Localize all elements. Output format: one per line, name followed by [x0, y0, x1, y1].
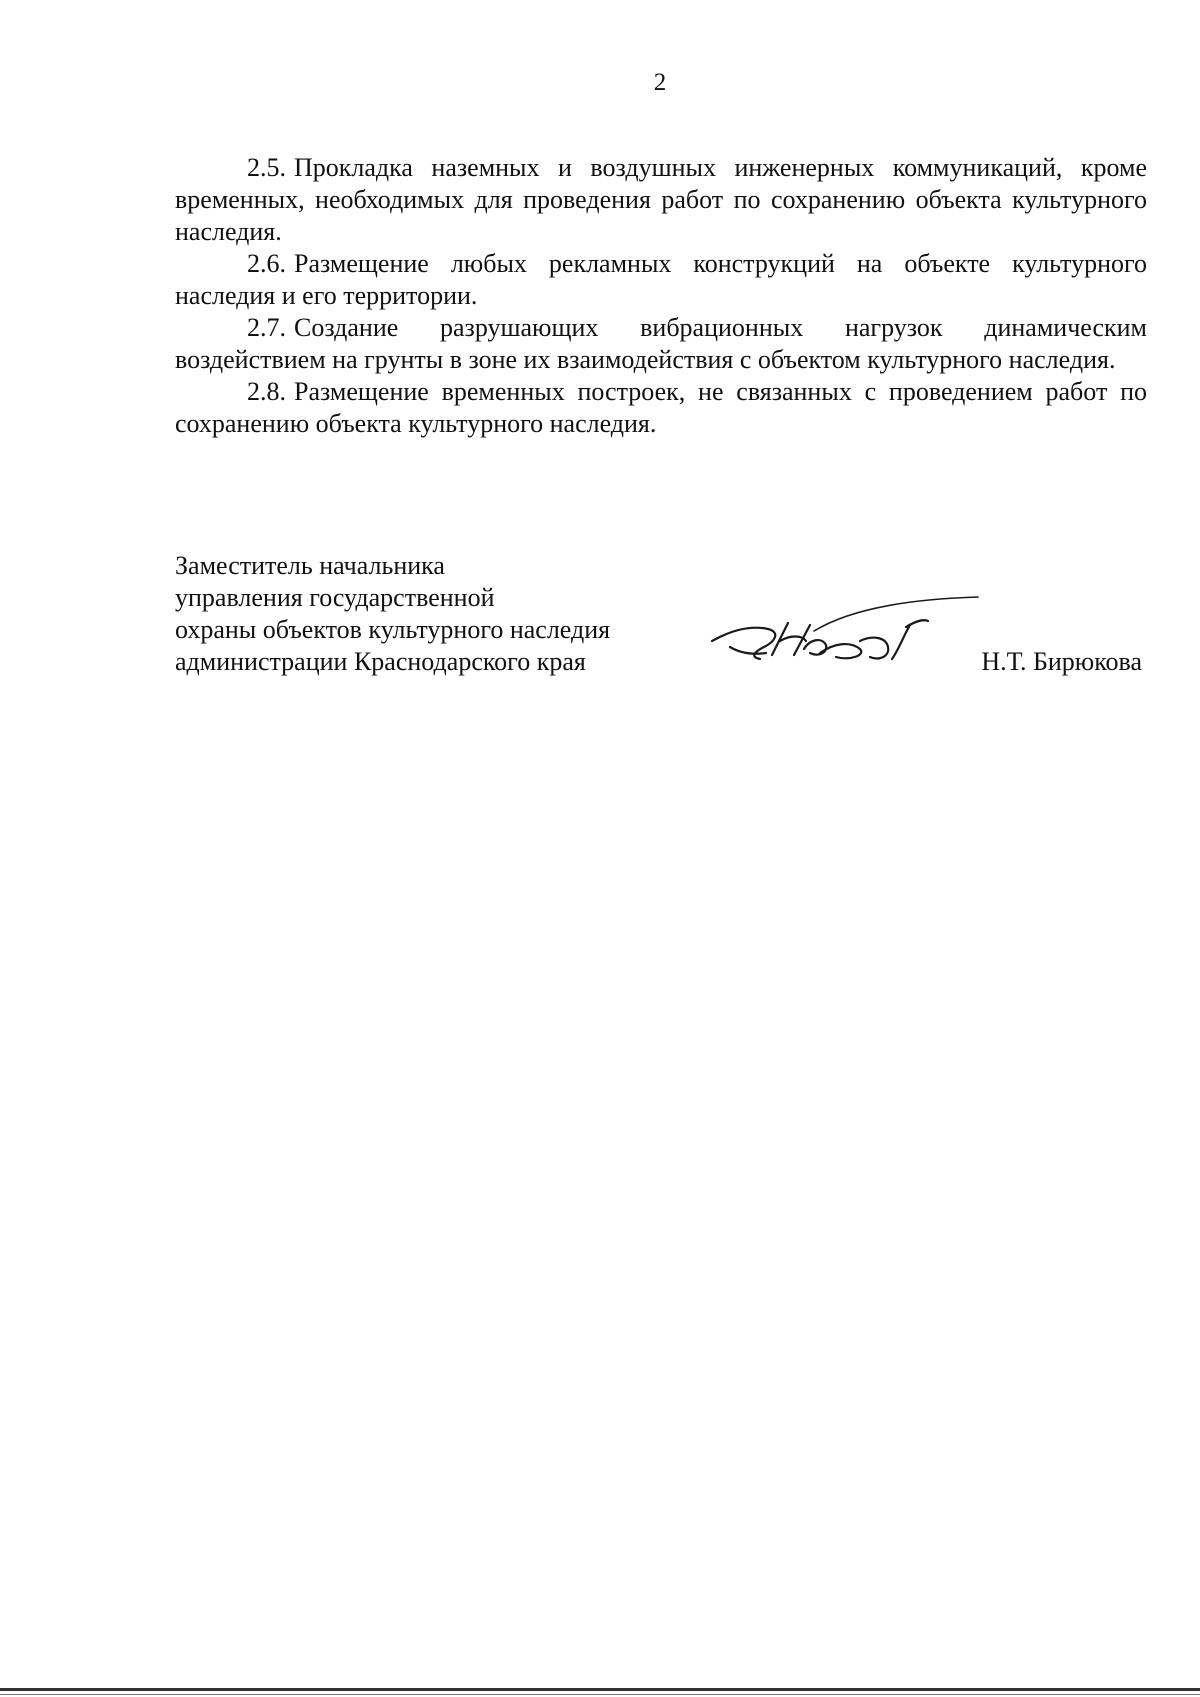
paragraph-text: Прокладка наземных и воздушных инженерных коммуникаций, кроме временных, необходимых для проведения работ по сохранению объекта культурного наследия. [175, 153, 1147, 246]
paragraph-text: Размещение любых рекламных конструкций на объекте культурного наследия и его территории. [175, 249, 1147, 310]
paragraph-text: Размещение временных построек, не связанных с проведением работ по сохранению объекта культурного наследия. [175, 377, 1147, 438]
paragraph-number: 2.7. [247, 313, 286, 342]
signatory-title-line: охраны объектов культурного наследия [175, 615, 611, 644]
signatory-name: Н.Т. Бирюкова [981, 647, 1142, 676]
signatory-title-line: управления государственной [175, 583, 495, 612]
signatory-title-line: Заместитель начальника [175, 551, 445, 580]
bottom-rule [0, 1688, 1200, 1691]
paragraph-2-8 [175, 376, 1147, 440]
page-number: 2 [653, 69, 667, 96]
signatory-title-line: администрации Краснодарского края [175, 647, 586, 676]
paragraph-text: Создание разрушающих вибрационных нагрузок динамическим воздействием на грунты в зоне их взаимодействия с объектом культурного наследия. [175, 313, 1147, 374]
paragraph-2-5 [175, 152, 1147, 248]
paragraph-2-7 [175, 312, 1147, 376]
document-body [175, 152, 1147, 440]
handwritten-signature [710, 595, 980, 685]
paragraph-2-6 [175, 248, 1147, 312]
signature-block [175, 550, 1147, 678]
paragraph-number: 2.8. [247, 377, 286, 406]
paragraph-number: 2.6. [247, 249, 286, 278]
paragraph-number: 2.5. [247, 153, 286, 182]
bottom-rule-thin [0, 1694, 1200, 1695]
